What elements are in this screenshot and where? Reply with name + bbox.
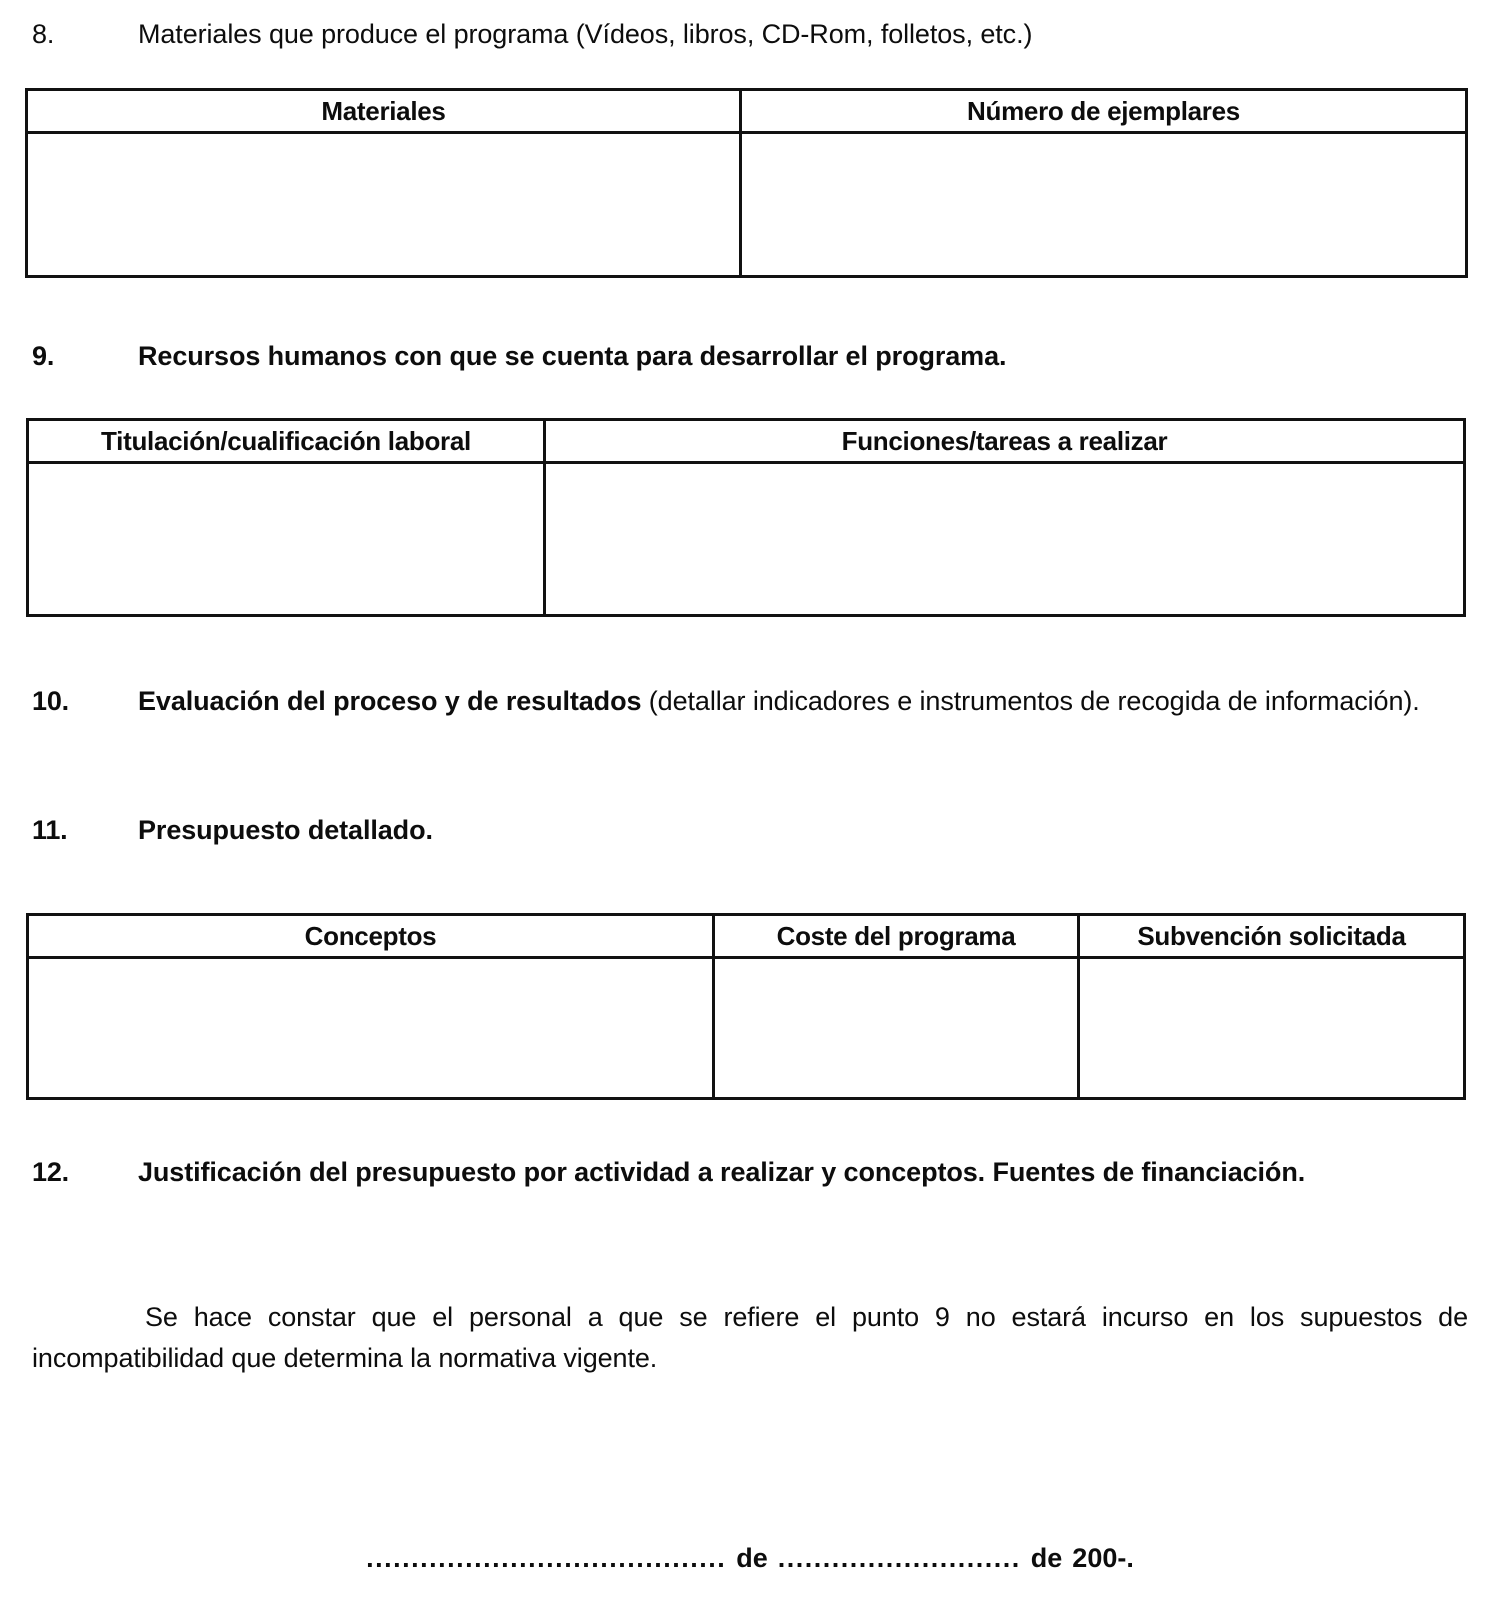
item-10-bold-text: Evaluación del proceso y de resultados: [138, 686, 642, 716]
date-connector-2: de: [1030, 1543, 1063, 1573]
table-presupuesto: [26, 913, 1466, 1100]
table-recursos-humanos-body-row: [29, 464, 1463, 617]
table-presupuesto-cell-coste[interactable]: [715, 959, 1080, 1100]
table-recursos-humanos-header-row: [29, 421, 1463, 464]
table-presupuesto-header-coste: Coste del programa: [715, 916, 1080, 956]
item-text-11: [138, 810, 1468, 850]
item-8-regular-text: Materiales que produce el programa (Vídeos, libros, CD-Rom, folletos, etc.): [138, 19, 1033, 49]
date-connector-1: de: [736, 1543, 768, 1573]
table-presupuesto-header-conceptos: Conceptos: [29, 916, 715, 956]
table-recursos-humanos-header-titulacion: Titulación/cualificación laboral: [29, 421, 546, 461]
item-number-12: 12.: [32, 1157, 69, 1187]
item-text-12: [138, 1152, 1468, 1192]
table-presupuesto-body-row: [29, 959, 1463, 1100]
item-number-10: 10.: [32, 686, 69, 716]
table-materiales: [25, 88, 1468, 278]
table-materiales-cell-numero-ejemplares[interactable]: [742, 134, 1465, 278]
date-line: [0, 1543, 1500, 1574]
table-recursos-humanos-cell-titulacion[interactable]: [29, 464, 546, 617]
section-item-12: [32, 1152, 1468, 1192]
section-item-9: [32, 336, 1468, 376]
item-text-8: [138, 14, 1468, 54]
item-number-8: 8.: [32, 19, 55, 49]
table-presupuesto-header-row: [29, 916, 1463, 959]
table-presupuesto-cell-conceptos[interactable]: [29, 959, 715, 1100]
item-number-9: 9.: [32, 341, 55, 371]
table-presupuesto-header-subvencion: Subvención solicitada: [1137, 921, 1406, 951]
table-recursos-humanos-header-funciones: Funciones/tareas a realizar: [841, 426, 1168, 456]
item-11-bold-text: Presupuesto detallado.: [138, 815, 433, 845]
item-number-11: 11.: [32, 815, 68, 845]
item-text-10: [138, 681, 1468, 721]
section-item-10: [32, 681, 1468, 721]
date-place-blank[interactable]: ........................................: [366, 1543, 727, 1573]
item-12-bold-text: Justificación del presupuesto por actividad a realizar y conceptos. Fuentes de financiación.: [138, 1157, 1306, 1187]
table-materiales-body-row: [28, 134, 1465, 278]
table-materiales-header-materiales: Materiales: [28, 91, 742, 131]
date-month-blank[interactable]: ...........................: [777, 1543, 1021, 1573]
item-9-bold-text: Recursos humanos con que se cuenta para desarrollar el programa.: [138, 341, 1007, 371]
table-materiales-header-row: [28, 91, 1465, 134]
table-presupuesto-cell-subvencion[interactable]: [1080, 959, 1463, 1100]
table-materiales-header-numero-ejemplares: Número de ejemplares: [967, 96, 1240, 126]
date-year: 200-.: [1072, 1543, 1134, 1573]
section-item-8: [32, 14, 1468, 54]
section-item-11: [32, 810, 1468, 850]
table-recursos-humanos: [26, 418, 1466, 617]
table-recursos-humanos-cell-funciones[interactable]: [546, 464, 1463, 617]
item-10-regular-text: (detallar indicadores e instrumentos de recogida de información).: [641, 686, 1420, 716]
item-text-9: [138, 336, 1468, 376]
declaration-paragraph: Se hace constar que el personal a que se refiere el punto 9 no estará incurso en los supuestos de incompatibilidad que determina la normativa vigente.: [32, 1302, 1468, 1373]
table-materiales-cell-materiales[interactable]: [28, 134, 742, 278]
